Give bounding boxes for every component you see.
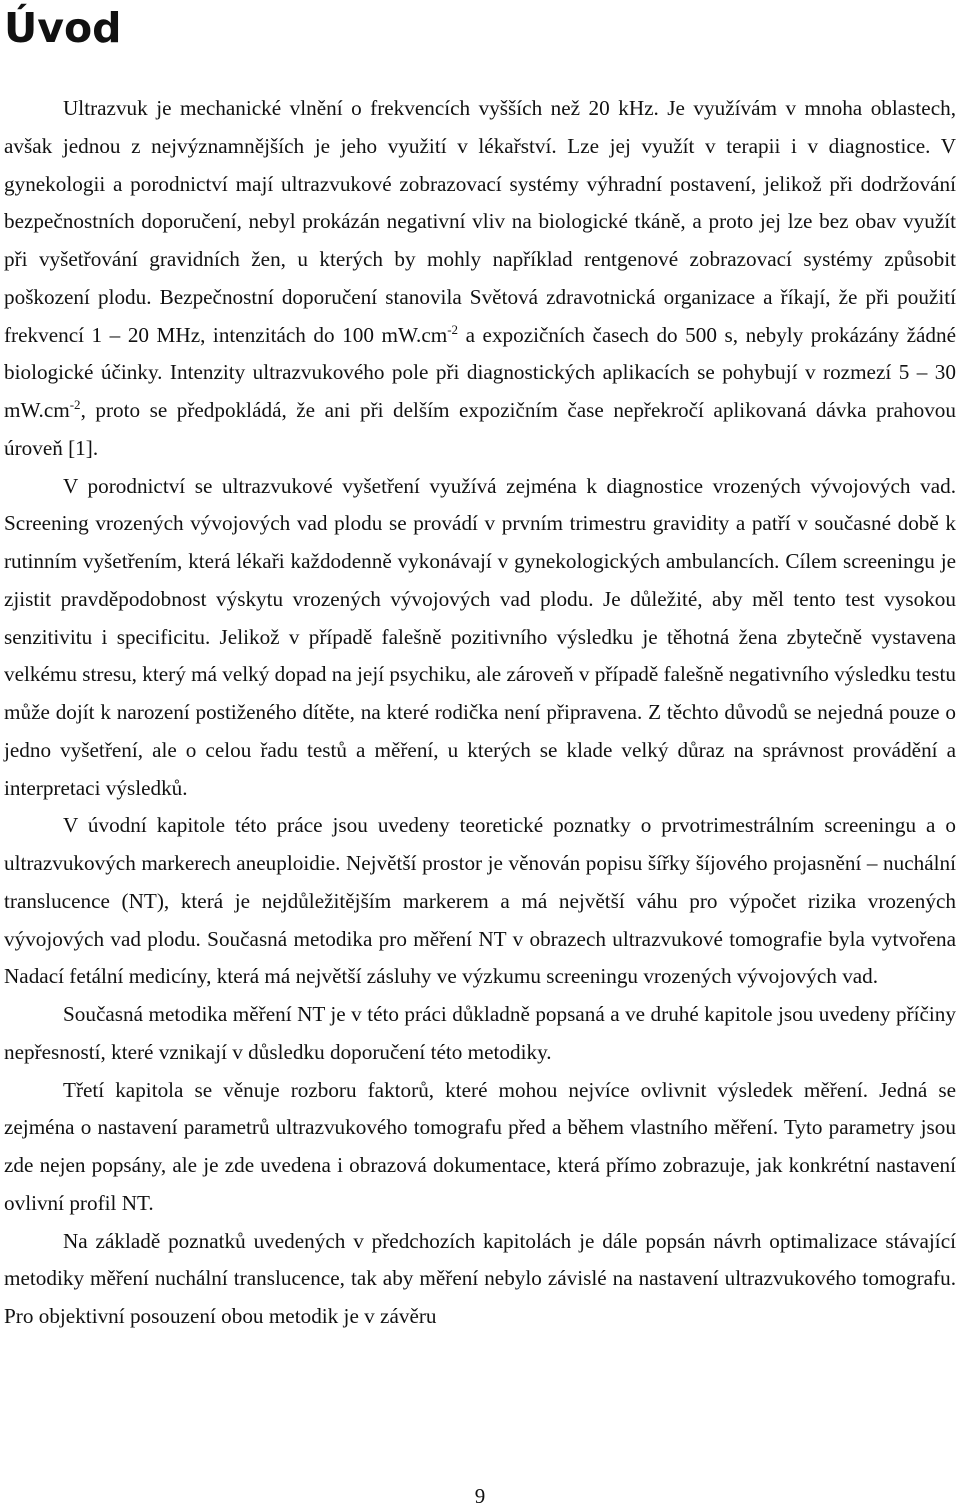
body-text xyxy=(4,90,956,1336)
paragraph-5: Třetí kapitola se věnuje rozboru faktorů, které mohou nejvíce ovlivnit výsledek měření. Jedná se zejména o nastavení parametrů ultrazvukového tomografu před a během vlastního měření. Tyto parametry jsou zde nejen popsány, ale je zde uvedena i obrazová dokumentace, která přímo zobrazuje, jak konkrétní nastavení ovlivní profil NT. xyxy=(4,1077,956,1215)
paragraph-6: Na základě poznatků uvedených v předchozích kapitolách je dále popsán návrh optimalizace stávající metodiky měření nuchální translucence, tak aby měření nebylo závislé na nastavení ultrazvukového tomografu. Pro objektivní posouzení obou metodik je v závěru xyxy=(4,1228,956,1328)
page-number: 9 xyxy=(474,1484,486,1508)
paragraph-1-text-c: , proto se předpokládá, že ani při delším expozičním čase nepřekročí aplikovaná dávka prahovou úroveň [1]. xyxy=(4,398,956,460)
paragraph-4: Současná metodika měření NT je v této práci důkladně popsaná a ve druhé kapitole jsou uvedeny příčiny nepřesností, které vznikají v důsledku doporučení této metodiky. xyxy=(4,1002,956,1064)
page-title: Úvod xyxy=(4,4,122,52)
paragraph-2: V porodnictví se ultrazvukové vyšetření využívá zejména k diagnostice vrozených vývojových vad. Screening vrozených vývojových vad plodu se provádí v prvním trimestru gravidity a patří v současné době k rutinním vyšetřením, která lékaři každodenně vykonávají v gynekologických ambulancích. Cílem screeningu je zjistit pravděpodobnost výskytu vrozených vývojových vad plodu. Je důležité, aby měl tento test vysokou senzitivitu i specificitu. Jelikož v případě falešně pozitivního výsledku je těhotná žena zbytečně vystavena velkému stresu, který má velký dopad na její psychiku, ale zároveň v případě falešně negativního výsledku testu může dojít k narození postiženého dítěte, na které rodička není připravena. Z těchto důvodů se nejedná pouze o jedno vyšetření, ale o celou řadu testů a měření, u kterých se klade velký důraz na správnost provádění a interpretaci výsledků. xyxy=(4,473,956,800)
paragraph-3: V úvodní kapitole této práce jsou uvedeny teoretické poznatky o prvotrimestrálním screeningu a o ultrazvukových markerech aneuploidie. Největší prostor je věnován popisu šířky šíjového projasnění – nuchální translucence (NT), která je nejdůležitějším markerem a má největší váhu pro výpočet rizika vrozených vývojových vad plodu. Současná metodika pro měření NT v obrazech ultrazvukové tomografie byla vytvořena Nadací fetální medicíny, která má největší zásluhy ve výzkumu screeningu vrozených vývojových vad. xyxy=(4,813,956,989)
superscript-exponent: -2 xyxy=(69,397,81,412)
paragraph-1-text-b: a expozičních časech do 500 s, nebyly prokázány žádné biologické účinky. Intenzity ultrazvukového pole při diagnostických aplikacích se pohybují v rozmezí 5 – 30 mW.cm xyxy=(4,322,956,422)
paragraph-1-text-a: Ultrazvuk je mechanické vlnění o frekvencích vyšších než 20 kHz. Je využívám v mnoha oblastech, avšak jednou z nejvýznamnějších je jeho využití v lékařství. Lze jej využít v terapii i v diagnostice. V gynekologii a porodnictví mají ultrazvukové zobrazovací systémy výhradní postavení, jelikož při dodržování bezpečnostních doporučení, nebyl prokázán negativní vliv na biologické tkáně, a proto jej lze bez obav využít při vyšetřování gravidních žen, u kterých by mohly například rentgenové zobrazovací systémy způsobit poškození plodu. Bezpečnostní doporučení stanovila Světová zdravotnická organizace a říkají, že při použití frekvencí 1 – 20 MHz, intenzitách do 100 mW.cm xyxy=(4,96,956,347)
paragraph-1 xyxy=(4,90,956,468)
superscript-exponent: -2 xyxy=(447,321,459,337)
